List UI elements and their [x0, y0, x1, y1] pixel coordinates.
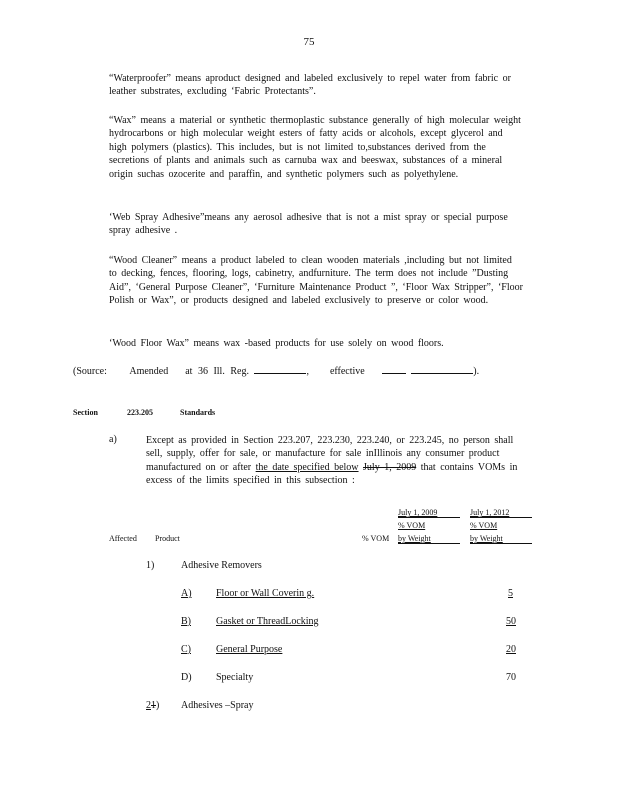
- item-number-inserted: 2: [146, 700, 151, 711]
- source-note: [73, 364, 479, 377]
- header-col1-weight: by Weight: [398, 534, 431, 543]
- subitem-letter: B): [181, 616, 191, 627]
- subitem-letter: A): [181, 588, 192, 599]
- blank-register: [254, 364, 306, 374]
- deleted-text: July 1, 2009: [363, 461, 417, 473]
- header-rule-1: [398, 517, 460, 518]
- subitem-name: General Purpose: [216, 644, 283, 655]
- subitem-value: 70: [506, 672, 516, 683]
- source-register: at 36 Ill. Reg.: [185, 366, 249, 377]
- header-col2-vom: % VOM: [470, 521, 498, 530]
- header-rule-3: [398, 543, 460, 544]
- subitem-value: 20: [506, 644, 516, 655]
- subsection-label: a): [109, 434, 117, 445]
- subitem-name: Gasket or ThreadLocking: [216, 616, 319, 627]
- header-col1-vom: % VOM: [398, 521, 426, 530]
- source-amended: Amended: [129, 366, 169, 377]
- item-number-amended: 21): [146, 700, 160, 711]
- definition-wood-cleaner: “Wood Cleaner” means a product labeled to clean wooden materials ,including but not limited to decking, fences, flooring, logs, cabinetry, andfurniture. The term does not include ”Dusting Aid”, ‘General Purpose Cleaner”, ‘Furniture Maintenance Product ”, ‘Floor Wax Stripper”, ‘Floor Polish or Wax”, or products designed and labeled exclusively to preserve or color wood.: [109, 255, 523, 307]
- subitem-letter: D): [181, 672, 192, 683]
- blank-date-2: [411, 364, 473, 374]
- item-name: Adhesives –Spray: [181, 700, 254, 711]
- item-number: 1): [146, 560, 155, 571]
- definition-waterproofer: “Waterproofer” means aproduct designed and labeled exclusively to repel water from fabric or leather substrates, excluding ‘Fabric Protectants”.: [109, 73, 511, 98]
- item-name: Adhesive Removers: [181, 560, 262, 571]
- source-comma: ,: [306, 366, 309, 377]
- source-effective: effective: [329, 366, 365, 377]
- header-rule-2: [470, 517, 532, 518]
- source-close: ).: [473, 366, 480, 377]
- subitem-letter: C): [181, 644, 191, 655]
- definition-wax: “Wax” means a material or synthetic thermoplastic substance generally of high molecular weight hydrocarbons or high molecular weight esters of fatty acids or alcohols, except glycerol and high polymers (plastics). This includes, but is not limited to,substances derived from the secretions of plants and animals such as carnuba wax and beeswax, substances of a mineral origin suchas ozocerite and paraffin, and synthetic polymers such as polyethylene.: [109, 115, 521, 180]
- header-vom: % VOM: [362, 534, 390, 543]
- header-col2-date: July 1, 2012: [470, 508, 510, 517]
- section-title: Standards: [180, 408, 216, 417]
- source-open: (Source:: [73, 366, 107, 377]
- definition-web-spray-adhesive: ‘Web Spray Adhesive”means any aerosol adhesive that is not a mist spray or special purpose spray adhesive .: [109, 212, 508, 237]
- definition-wood-floor-wax: ‘Wood Floor Wax” means wax -based products for use solely on wood floors.: [109, 338, 444, 349]
- item-number-deleted: 1: [151, 700, 156, 711]
- section-label: Section: [73, 408, 98, 417]
- header-col1-date: July 1, 2009: [398, 508, 438, 517]
- header-affected: Affected: [109, 534, 137, 543]
- header-rule-4: [470, 543, 532, 544]
- header-col2-weight: by Weight: [470, 534, 503, 543]
- subitem-name: Floor or Wall Coverin g.: [216, 588, 315, 599]
- subsection-text: Except as provided in Section 223.207, 223.230, 223.240, or 223.245, no person shall sell, supply, offer for sale, or manufacture for sale inIllinois any consumer product manufactured on or after the date specified below July 1, 2009 that contains VOMs in excess of the limits specified in this subsection :: [146, 435, 518, 487]
- subitem-name: Specialty: [216, 672, 254, 683]
- inserted-text: the date specified below: [255, 461, 359, 473]
- blank-date-1: [382, 364, 406, 374]
- page-number: 75: [303, 36, 315, 48]
- section-number: 223.205: [127, 408, 153, 417]
- subitem-value: 5: [508, 588, 513, 599]
- subitem-value: 50: [506, 616, 516, 627]
- header-product: Product: [155, 534, 180, 543]
